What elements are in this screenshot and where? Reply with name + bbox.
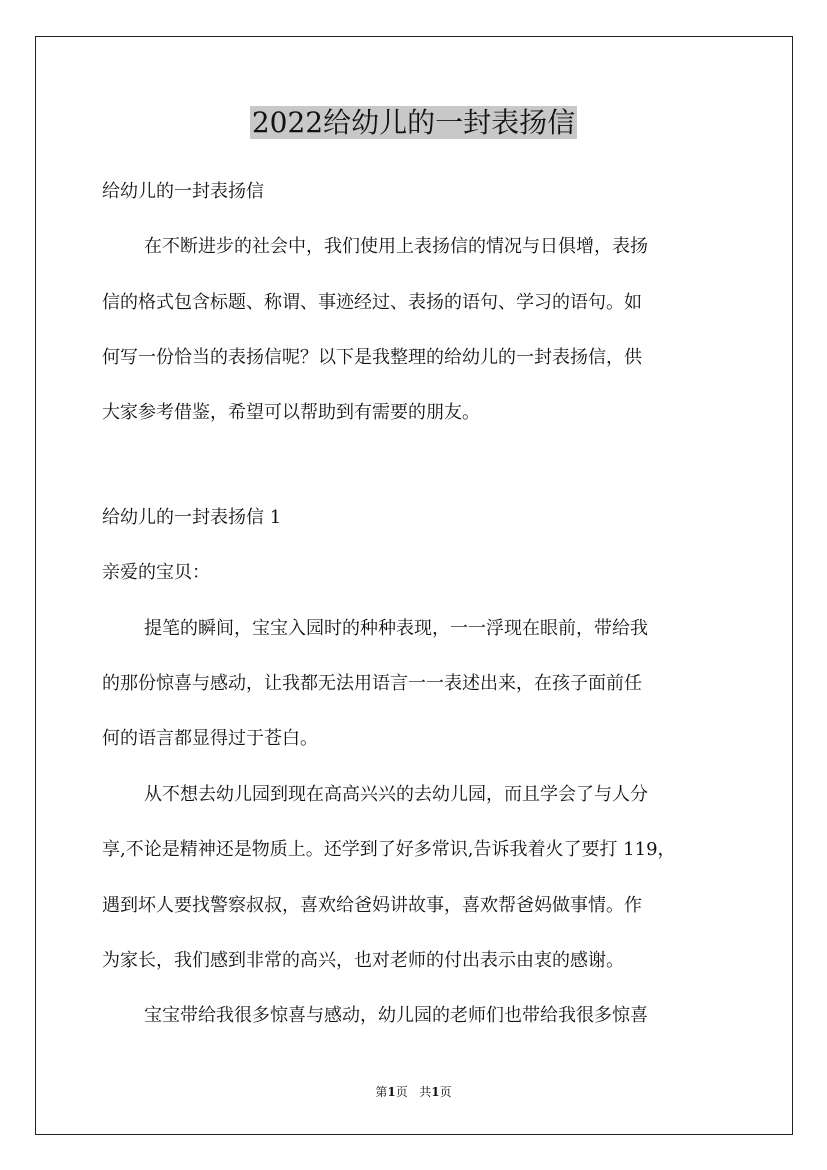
section-heading: 给幼儿的一封表扬信 1 [102,507,282,528]
total-pages: 1 [431,1085,440,1099]
paragraph-line: 从不想去幼儿园到现在高高兴兴的去幼儿园，而且学会了与人分 [144,784,648,805]
paragraph-line: 提笔的瞬间，宝宝入园时的种种表现，一一浮现在眼前，带给我 [144,618,648,639]
page-prefix: 第 [375,1085,388,1099]
paragraph-line: 在不断进步的社会中，我们使用上表扬信的情况与日俱增，表扬 [144,236,648,257]
paragraph-line: 宝宝带给我很多惊喜与感动，幼儿园的老师们也带给我很多惊喜 [144,1005,648,1026]
document-title [0,101,827,145]
total-suffix: 页 [439,1085,452,1099]
subtitle-heading: 给幼儿的一封表扬信 [102,181,264,202]
paragraph-line: 的那份惊喜与感动，让我都无法用语言一一表述出来，在孩子面前任 [102,673,642,694]
page-suffix: 页 [395,1085,408,1099]
document-title-text: 2022给幼儿的一封表扬信 [251,106,576,139]
paragraph-line: 享,不论是精神还是物质上。还学到了好多常识,告诉我着火了要打 119， [102,839,676,860]
paragraph-line: 信的格式包含标题、称谓、事迹经过、表扬的语句、学习的语句。如 [102,292,642,313]
paragraph-line: 何的语言都显得过于苍白。 [102,728,318,749]
total-prefix: 共 [419,1085,432,1099]
salutation: 亲爱的宝贝： [102,562,210,583]
paragraph-line: 何写一份恰当的表扬信呢？以下是我整理的给幼儿的一封表扬信，供 [102,347,642,368]
page-number: 1 [387,1085,396,1099]
paragraph-line: 大家参考借鉴，希望可以帮助到有需要的朋友。 [102,402,480,423]
page-footer [0,1082,827,1102]
paragraph-line: 遇到坏人要找警察叔叔，喜欢给爸妈讲故事，喜欢帮爸妈做事情。作 [102,895,642,916]
paragraph-line: 为家长，我们感到非常的高兴，也对老师的付出表示由衷的感谢。 [102,950,624,971]
